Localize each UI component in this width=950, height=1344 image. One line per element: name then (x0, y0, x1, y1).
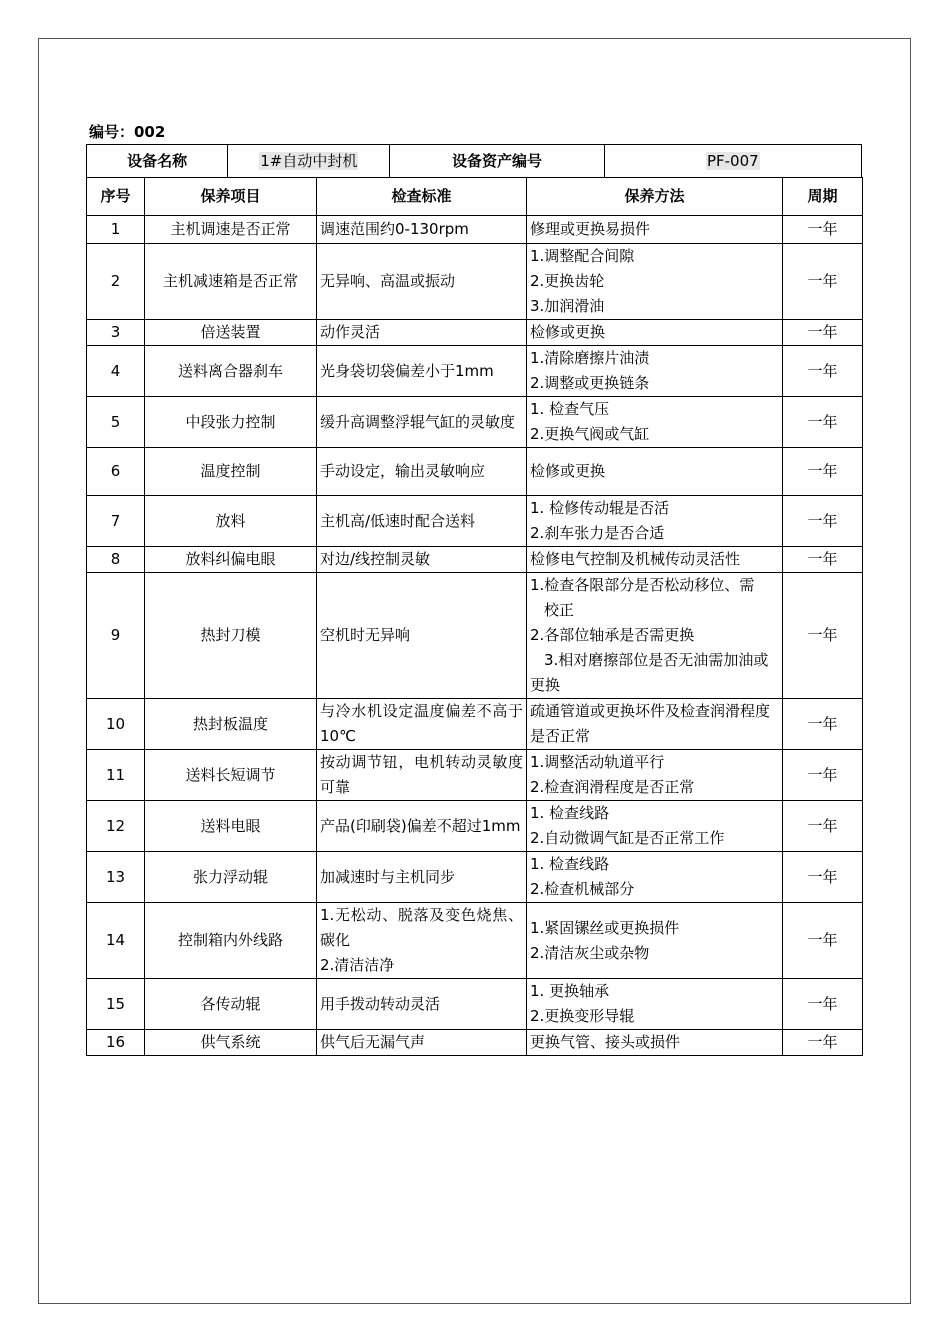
row-number: 3 (87, 320, 145, 346)
maintenance-item: 送料电眼 (145, 801, 317, 852)
row-number: 8 (87, 547, 145, 573)
check-standard (317, 979, 527, 1030)
check-standard (317, 244, 527, 320)
maintenance-method (527, 573, 783, 699)
check-standard-line: 用手拨动转动灵活 (320, 994, 441, 1013)
maintenance-method-line: 2.各部位轴承是否需更换 (530, 626, 695, 644)
document-number: 编号：002 (89, 123, 166, 141)
check-standard-line: 与冷水机设定温度偏差不高于10℃ (320, 702, 523, 745)
row-number: 7 (87, 496, 145, 547)
table-row (87, 216, 863, 244)
maintenance-item: 热封板温度 (145, 699, 317, 750)
col-header-period: 周期 (783, 178, 863, 216)
maintenance-method-line: 2.更换齿轮 (530, 272, 605, 290)
maintenance-item: 倍送装置 (145, 320, 317, 346)
maintenance-method (527, 903, 783, 979)
row-number: 16 (87, 1030, 145, 1056)
check-standard-line: 无异响、高温或振动 (320, 272, 456, 290)
check-standard-line: 按动调节钮，电机转动灵敏度可靠 (320, 753, 523, 796)
asset-number-label: 设备资产编号 (390, 145, 604, 178)
maintenance-period: 一年 (783, 346, 863, 397)
row-number: 11 (87, 750, 145, 801)
maintenance-method-line: 1. 更换轴承 (530, 982, 610, 1000)
maintenance-method (527, 346, 783, 397)
maintenance-item: 放料纠偏电眼 (145, 547, 317, 573)
maintenance-method (527, 216, 783, 244)
maintenance-item: 送料长短调节 (145, 750, 317, 801)
row-number: 6 (87, 448, 145, 496)
maintenance-method-line: 3.加润滑油 (530, 297, 605, 315)
maintenance-method (527, 801, 783, 852)
check-standard (317, 750, 527, 801)
row-number: 9 (87, 573, 145, 699)
check-standard (317, 852, 527, 903)
col-header-standard: 检查标准 (317, 178, 527, 216)
check-standard-line: 空机时无异响 (320, 626, 411, 644)
maintenance-method-line: 更换 (530, 676, 561, 694)
maintenance-item: 供气系统 (145, 1030, 317, 1056)
maintenance-method-line: 1.调整活动轨道平行 (530, 753, 665, 771)
maintenance-method-line: 修理或更换易损件 (530, 220, 651, 238)
check-standard-line: 手动设定，输出灵敏响应 (320, 462, 486, 480)
maintenance-method-line: 校正 (544, 601, 575, 619)
table-row (87, 320, 863, 346)
maintenance-item: 放料 (145, 496, 317, 547)
check-standard-line: 主机高/低速时配合送料 (320, 511, 476, 530)
maintenance-period: 一年 (783, 397, 863, 448)
maintenance-method (527, 244, 783, 320)
check-standard (317, 496, 527, 547)
maintenance-method (527, 496, 783, 547)
check-standard-line: 调速范围约0-130rpm (320, 220, 469, 238)
maintenance-method-line: 更换气管、接头或损件 (530, 1033, 681, 1051)
check-standard (317, 346, 527, 397)
check-standard (317, 397, 527, 448)
table-row (87, 244, 863, 320)
check-standard-line: 1.无松动、脱落及变色烧焦、碳化 (320, 906, 523, 949)
maintenance-method (527, 852, 783, 903)
maintenance-method-line: 1. 检查线路 (530, 855, 610, 873)
maintenance-period: 一年 (783, 216, 863, 244)
maintenance-method (527, 397, 783, 448)
check-standard-line: 光身袋切袋偏差小于1mm (320, 361, 494, 380)
maintenance-method (527, 448, 783, 496)
maintenance-method-line: 2.检查机械部分 (530, 880, 635, 898)
table-row (87, 573, 863, 699)
maintenance-method-line: 1.清除磨擦片油渍 (530, 349, 650, 367)
row-number: 15 (87, 979, 145, 1030)
maintenance-table (86, 177, 863, 1056)
row-number: 14 (87, 903, 145, 979)
maintenance-period: 一年 (783, 801, 863, 852)
equipment-name-label: 设备名称 (87, 145, 228, 178)
col-header-no: 序号 (87, 178, 145, 216)
maintenance-method-line: 2.调整或更换链条 (530, 374, 650, 392)
maintenance-period: 一年 (783, 547, 863, 573)
maintenance-method-line: 1.调整配合间隙 (530, 247, 635, 265)
maintenance-method-line: 1. 检查线路 (530, 804, 610, 822)
row-number: 2 (87, 244, 145, 320)
maintenance-method-line: 2.检查润滑程度是否正常 (530, 778, 695, 796)
row-number: 1 (87, 216, 145, 244)
maintenance-period: 一年 (783, 244, 863, 320)
table-row (87, 801, 863, 852)
check-standard (317, 903, 527, 979)
maintenance-item: 温度控制 (145, 448, 317, 496)
maintenance-method-line: 检修电气控制及机械传动灵活性 (530, 550, 741, 568)
table-row (87, 496, 863, 547)
maintenance-item: 主机调速是否正常 (145, 216, 317, 244)
maintenance-period: 一年 (783, 448, 863, 496)
maintenance-method-line: 1. 检查气压 (530, 400, 610, 418)
maintenance-period: 一年 (783, 320, 863, 346)
row-number: 5 (87, 397, 145, 448)
table-row (87, 346, 863, 397)
maintenance-method (527, 1030, 783, 1056)
maintenance-item: 控制箱内外线路 (145, 903, 317, 979)
maintenance-method-line: 检修或更换 (530, 462, 606, 480)
check-standard (317, 448, 527, 496)
maintenance-period: 一年 (783, 1030, 863, 1056)
maintenance-period: 一年 (783, 750, 863, 801)
check-standard-line: 供气后无漏气声 (320, 1033, 426, 1051)
maintenance-method-line: 3.相对磨擦部位是否无油需加油或 (544, 651, 769, 669)
maintenance-period: 一年 (783, 852, 863, 903)
maintenance-item: 中段张力控制 (145, 397, 317, 448)
maintenance-method-line: 2.更换变形导辊 (530, 1007, 635, 1025)
asset-number-value: PF-007 (706, 151, 759, 170)
table-row (87, 397, 863, 448)
maintenance-period: 一年 (783, 979, 863, 1030)
maintenance-item: 各传动辊 (145, 979, 317, 1030)
table-row (87, 750, 863, 801)
table-row (87, 979, 863, 1030)
check-standard (317, 1030, 527, 1056)
col-header-item: 保养项目 (145, 178, 317, 216)
maintenance-method-line: 1.紧固镙丝或更换损件 (530, 918, 680, 937)
table-row (87, 448, 863, 496)
maintenance-item: 主机减速箱是否正常 (145, 244, 317, 320)
row-number: 4 (87, 346, 145, 397)
check-standard-line: 缓升高调整浮辊气缸的灵敏度 (320, 412, 516, 431)
maintenance-method (527, 750, 783, 801)
maintenance-method-line: 1. 检修传动辊是否活 (530, 499, 670, 517)
check-standard (317, 573, 527, 699)
row-number: 13 (87, 852, 145, 903)
maintenance-period: 一年 (783, 903, 863, 979)
maintenance-method-line: 检修或更换 (530, 323, 606, 341)
maintenance-period: 一年 (783, 699, 863, 750)
maintenance-item: 送料离合器刹车 (145, 346, 317, 397)
maintenance-method-line: 2.更换气阀或气缸 (530, 425, 650, 443)
check-standard (317, 216, 527, 244)
maintenance-method-line: 2.自动微调气缸是否正常工作 (530, 829, 725, 847)
equipment-name-cell (228, 145, 390, 178)
table-row (87, 903, 863, 979)
maintenance-method-line: 疏通管道或更换坏件及检查润滑程度是否正常 (530, 702, 771, 745)
equipment-header-row (87, 145, 862, 178)
maintenance-method (527, 979, 783, 1030)
maintenance-item: 张力浮动辊 (145, 852, 317, 903)
check-standard (317, 699, 527, 750)
table-row (87, 1030, 863, 1056)
maintenance-method-line: 2.清洁灰尘或杂物 (530, 943, 650, 962)
table-row (87, 852, 863, 903)
maintenance-method-line: 2.刹车张力是否合适 (530, 524, 665, 542)
maintenance-method (527, 699, 783, 750)
equipment-header-table (86, 144, 862, 178)
table-row (87, 699, 863, 750)
maintenance-item: 热封刀模 (145, 573, 317, 699)
equipment-name-value: 1#自动中封机 (260, 151, 358, 170)
maintenance-period: 一年 (783, 496, 863, 547)
check-standard-line: 产品(印刷袋)偏差不超过1mm (320, 816, 521, 835)
maintenance-method-line: 1.检查各限部分是否松动移位、需 (530, 576, 755, 594)
maintenance-method (527, 320, 783, 346)
check-standard-line: 对边/线控制灵敏 (320, 550, 431, 568)
table-row (87, 547, 863, 573)
maintenance-method (527, 547, 783, 573)
check-standard-line: 加减速时与主机同步 (320, 867, 456, 886)
asset-number-cell (604, 145, 861, 178)
check-standard (317, 547, 527, 573)
maintenance-period: 一年 (783, 573, 863, 699)
check-standard-line: 动作灵活 (320, 323, 381, 341)
check-standard (317, 801, 527, 852)
check-standard-line: 2.清洁洁净 (320, 956, 395, 974)
table-header-row (87, 178, 863, 216)
col-header-method: 保养方法 (527, 178, 783, 216)
row-number: 12 (87, 801, 145, 852)
check-standard (317, 320, 527, 346)
row-number: 10 (87, 699, 145, 750)
